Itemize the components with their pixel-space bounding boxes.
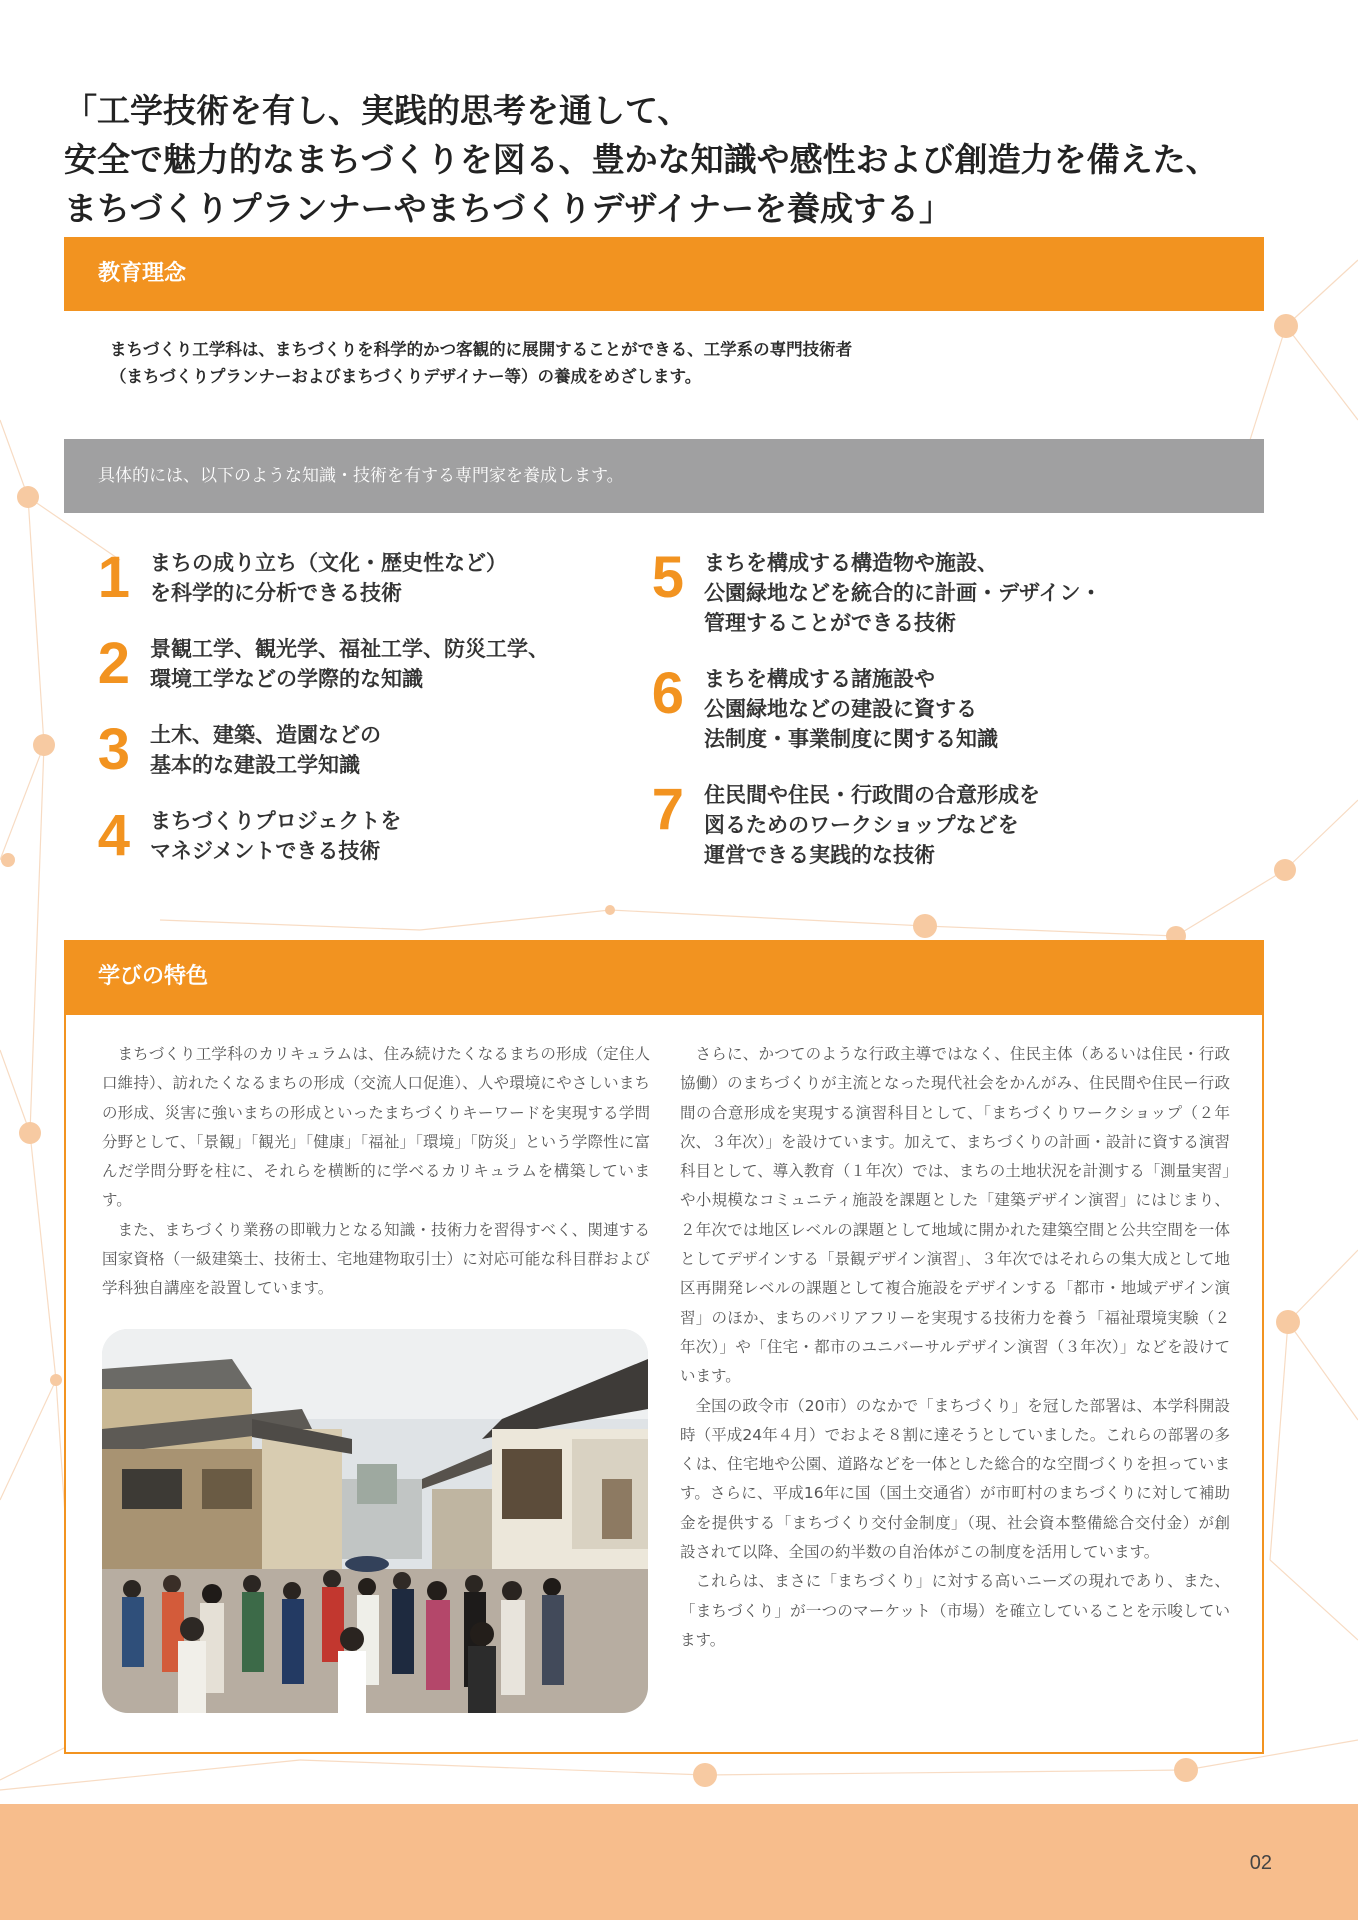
headline-line-2: 安全で魅力的なまちづくりを図る、豊かな知識や感性および創造力を備えた、 — [64, 140, 1219, 179]
skill-item — [70, 803, 630, 868]
skill-item — [70, 717, 630, 782]
street-crowd-photo — [102, 1329, 648, 1713]
features-heading-band — [64, 940, 1264, 1014]
features-text-left — [102, 1040, 650, 1304]
skills-list-right — [624, 545, 1184, 896]
skill-text-line: まちを構成する諸施設や — [704, 667, 935, 691]
skill-text-line: 管理することができる技術 — [704, 611, 956, 635]
skill-number: 6 — [651, 661, 684, 726]
skill-text-line: 基本的な建設工学知識 — [150, 753, 360, 777]
skill-text — [150, 806, 401, 866]
skill-item — [624, 661, 1184, 754]
philosophy-line-1: まちづくり工学科は、まちづくりを科学的かつ客観的に展開することができる、工学系の専門技術者 — [110, 340, 853, 359]
skill-text-line: 公園緑地などを統合的に計画・デザイン・ — [704, 581, 1102, 605]
skill-text-line: まちを構成する構造物や施設、 — [704, 551, 998, 575]
skill-text-line: 法制度・事業制度に関する知識 — [704, 727, 998, 751]
skill-text-line: マネジメントできる技術 — [150, 839, 381, 863]
skill-text-line: 住民間や住民・行政間の合意形成を — [704, 783, 1040, 807]
skill-item — [624, 545, 1184, 638]
features-paragraph: さらに、かつてのような行政主導ではなく、住民主体（あるいは住民・行政協働）のまちづくりが主流となった現代社会をかんがみ、住民間や住民ー行政間の合意形成を実現する演習科目として、「まちづくりワークショップ（２年次、３年次）」を設けています。加えて、まちづくりの計画・設計に資する演習科目として、導入教育（１年次）では、まちの土地状況を計測する「測量実習」や小規模なコミュニティ施設を課題とした「建築デザイン演習」にはじまり、２年次では地区レベルの課題として地域に開かれた建築空間と公共空間を一体としてデザインする「景観デザイン演習」、３年次ではそれらの集大成として地区再開発レベルの課題として複合施設をデザインする「都市・地域デザイン演習」のほか、まちのバリアフリーを実現する技術力を養う「福祉環境実験（２年次）」や「住宅・都市のユニバーサルデザイン演習（３年次）」などを設けています。 — [680, 1045, 1230, 1386]
headline-line-3: まちづくりプランナーやまちづくりデザイナーを養成する」 — [64, 189, 953, 228]
skill-item — [70, 545, 630, 610]
skill-text-line: 土木、建築、造園などの — [150, 723, 381, 747]
features-paragraph: 全国の政令市（20市）のなかで「まちづくり」を冠した部署は、本学科開設時（平成24年４月）でおよそ８割に達そうとしていました。これらの部署の多くは、住宅地や公園、道路などを一体とした総合的な空間づくりを担っています。さらに、平成16年に国（国土交通省）が市町村のまちづくりに対して補助金を提供する「まちづくり交付金制度」（現、社会資本整備総合交付金）が創設されて以降、全国の約半数の自治体がこの制度を活用しています。 — [680, 1396, 1230, 1562]
skill-item — [624, 777, 1184, 870]
skill-text-line: 運営できる実践的な技術 — [704, 843, 935, 867]
features-paragraph: また、まちづくり業務の即戦力となる知識・技術力を習得すべく、関連する国家資格（一級建築士、技術士、宅地建物取引士）に対応可能な科目群および学科独自講座を設置しています。 — [102, 1220, 650, 1298]
skill-text-line: 公園緑地などの建設に資する — [704, 697, 977, 721]
skill-text-line: を科学的に分析できる技術 — [150, 581, 402, 605]
features-paragraph: まちづくり工学科のカリキュラムは、住み続けたくなるまちの形成（定住人口維持）、訪れたくなるまちの形成（交流人口促進）、人や環境にやさしいまちの形成、災害に強いまちの形成といったまちづくりキーワードを実現する学問分野として、「景観」「観光」「健康」「福祉」「環境」「防災」という学際性に富んだ学問分野を柱に、それらを横断的に学べるカリキュラムを構築しています。 — [102, 1045, 650, 1210]
philosophy-line-2: （まちづくりプランナーおよびまちづくりデザイナー等）の養成をめざします。 — [110, 367, 702, 386]
skill-number: 4 — [97, 803, 130, 868]
skill-number: 3 — [97, 717, 130, 782]
skill-number: 7 — [651, 777, 684, 842]
features-heading: 学びの特色 — [98, 964, 209, 989]
features-paragraph: これらは、まさに「まちづくり」に対する高いニーズの現れであり、また、「まちづくり」が一つのマーケット（市場）を確立していることを示唆しています。 — [680, 1572, 1230, 1649]
page-number: 02 — [1249, 1852, 1272, 1874]
headline-line-1: 「工学技術を有し、実践的思考を通して、 — [64, 91, 691, 130]
skill-text — [704, 664, 998, 754]
philosophy-heading-band — [64, 237, 1264, 311]
skills-list-left — [70, 545, 630, 892]
skill-number: 1 — [97, 545, 130, 610]
skill-item — [70, 631, 630, 696]
skill-text — [704, 780, 1040, 870]
skill-text — [150, 634, 549, 694]
main-headline — [64, 86, 1294, 233]
skill-text-line: まちづくりプロジェクトを — [150, 809, 402, 833]
philosophy-statement — [110, 336, 1230, 390]
skill-text — [704, 548, 1102, 638]
features-text-right — [680, 1040, 1230, 1655]
skill-text-line: 図るためのワークショップなどを — [704, 813, 1019, 837]
philosophy-heading: 教育理念 — [98, 261, 187, 286]
skill-number: 5 — [651, 545, 684, 610]
skill-text-line: 景観工学、観光学、福祉工学、防災工学、 — [150, 637, 549, 661]
skill-text — [150, 548, 507, 608]
skill-text-line: まちの成り立ち（文化・歴史性など） — [150, 551, 507, 575]
street-photo-illustration — [102, 1329, 648, 1713]
skills-intro-band — [64, 439, 1264, 513]
skill-number: 2 — [97, 631, 130, 696]
skill-text-line: 環境工学などの学際的な知識 — [150, 667, 423, 691]
footer-band — [0, 1804, 1358, 1920]
skill-text — [150, 720, 381, 780]
skills-intro: 具体的には、以下のような知識・技術を有する専門家を養成します。 — [98, 466, 624, 486]
